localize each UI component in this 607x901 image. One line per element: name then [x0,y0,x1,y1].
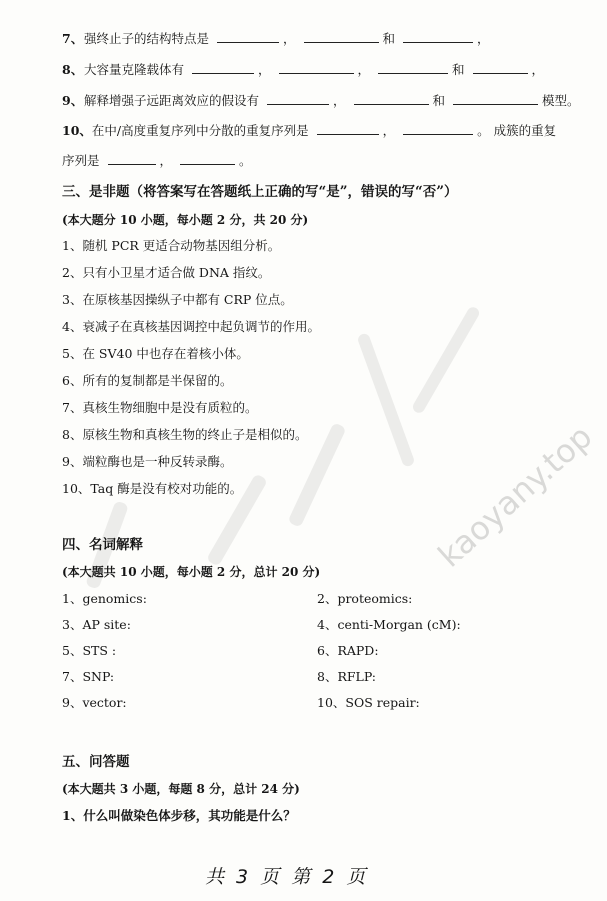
term-item: 8、RFLP: [317,669,377,684]
answer-blank[interactable] [354,92,429,105]
answer-blank[interactable] [304,30,379,43]
true-false-item: 1、随机 PCR 更适合动物基因组分析。 [62,238,281,253]
answer-blank[interactable] [378,61,448,74]
true-false-item: 3、在原核基因操纵子中都有 CRP 位点。 [62,292,293,307]
fill-question-9: 9、解释增强子远距离效应的假设有 ， 和 模型。 [62,93,580,108]
term-item: 3、AP site: [62,617,131,632]
term-item: 6、RAPD: [317,643,379,658]
fill-question-10: 10、在中/高度重复序列中分散的重复序列是 ， 。 成簇的重复 [62,123,557,138]
answer-blank[interactable] [279,61,354,74]
fill-question-8: 8、大容量克隆载体有 ， ， 和 ， [62,62,545,77]
term-item: 1、genomics: [62,591,147,606]
section-4-title: 四、名词解释 [62,537,143,553]
term-row [62,591,413,607]
section-5-subtitle: (本大题共 3 小题，每题 8 分，总计 24 分) [62,782,300,796]
term-item: 4、centi-Morgan (cM): [317,617,461,632]
true-false-item: 6、所有的复制都是半保留的。 [62,373,233,388]
answer-blank[interactable] [267,92,329,105]
true-false-item: 5、在 SV40 中也存在着核小体。 [62,346,249,361]
fill-question-7: 7、强终止子的结构特点是 ， 和 ， [62,31,490,46]
term-item: 5、STS : [62,643,117,658]
answer-blank[interactable] [403,30,473,43]
answer-blank[interactable] [217,30,279,43]
watermark-stroke [411,305,481,415]
answer-blank[interactable] [473,61,528,74]
term-row [62,695,420,711]
term-item: 9、vector: [62,695,127,710]
answer-blank[interactable] [108,152,156,165]
true-false-item: 7、真核生物细胞中是没有质粒的。 [62,400,258,415]
answer-blank[interactable] [317,122,379,135]
true-false-item: 4、衰减子在真核基因调控中起负调节的作用。 [62,319,320,334]
watermark: kaoyany.top [430,417,600,575]
section-3-subtitle: (本大题分 10 小题，每小题 2 分，共 20 分) [62,213,309,227]
term-row [62,617,461,633]
term-item: 7、SNP: [62,669,115,684]
section-4-subtitle: (本大题共 10 小题，每小题 2 分，总计 20 分) [62,565,321,579]
section-3-title: 三、是非题（将答案写在答题纸上正确的写“是”，错误的写“否”） [62,184,458,200]
fill-question-10-continued: 序列是 ， 。 [62,153,252,168]
answer-blank[interactable] [180,152,235,165]
answer-blank[interactable] [403,122,473,135]
true-false-item: 2、只有小卫星才适合做 DNA 指纹。 [62,265,271,280]
answer-blank[interactable] [192,61,254,74]
true-false-item: 10、Taq 酶是没有校对功能的。 [62,481,243,496]
page-footer: 共 3 页 第 2 页 [205,866,369,888]
true-false-item: 8、原核生物和真核生物的终止子是相似的。 [62,427,308,442]
term-item: 2、proteomics: [317,591,413,606]
term-row [62,643,379,659]
true-false-item: 9、端粒酶也是一种反转录酶。 [62,454,233,469]
watermark-stroke [356,332,415,468]
section-5-title: 五、问答题 [62,754,130,770]
term-row [62,669,377,685]
essay-question: 1、什么叫做染色体步移，其功能是什么？ [62,808,296,823]
answer-blank[interactable] [453,92,538,105]
term-item: 10、SOS repair: [317,695,420,710]
